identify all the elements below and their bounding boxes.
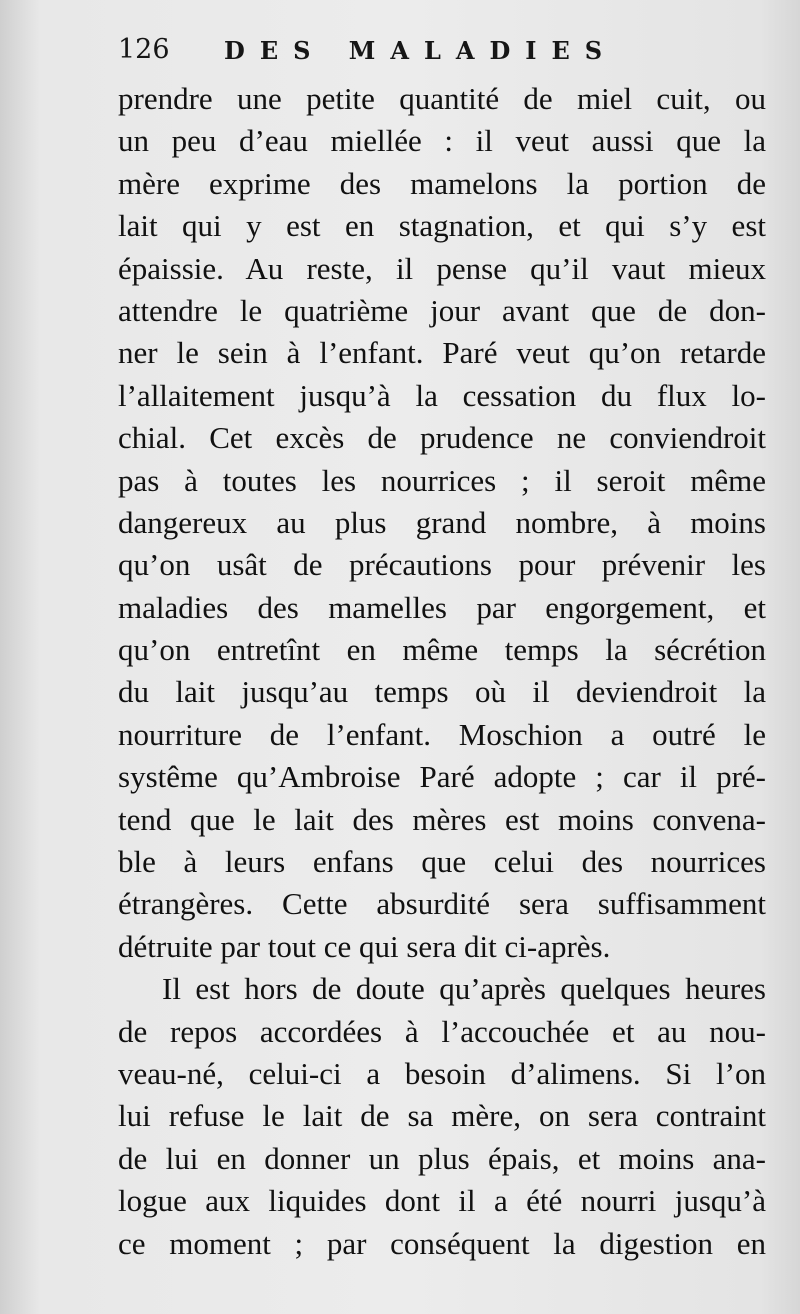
paragraph-2 [118,968,766,1265]
text-line: chial. Cet excès de prudence ne conviendroit [118,420,766,456]
text-line: attendre le quatrième jour avant que de don- [118,292,766,328]
text-line: pas à toutes les nourrices ; il seroit même [118,462,766,498]
text-line: ner le sein à l’enfant. Paré veut qu’on retarde [118,335,766,371]
text-line: tend que le lait des mères est moins convena- [118,801,766,837]
text-line: de repos accordées à l’accouchée et au nou- [118,1013,766,1049]
text-line: ce moment ; par conséquent la digestion en [118,1225,766,1261]
text-line: logue aux liquides dont il a été nourri jusqu’à [118,1183,766,1219]
text-line: détruite par tout ce qui sera dit ci-après. [118,928,611,964]
text-line: nourriture de l’enfant. Moschion a outré le [118,716,766,752]
text-line: l’allaitement jusqu’à la cessation du flux lo- [118,377,766,413]
text-line: Il est hors de doute qu’après quelques heures [162,971,766,1007]
body-text [118,78,766,1265]
running-head [118,30,758,74]
text-line: maladies des mamelles par engorgement, et [118,589,766,625]
text-line: ble à leurs enfans que celui des nourrices [118,844,766,880]
text-line: prendre une petite quantité de miel cuit, ou [118,81,766,116]
text-line: systême qu’Ambroise Paré adopte ; car il pré- [118,759,766,795]
page-number: 126 [118,34,170,65]
text-line: lui refuse le lait de sa mère, on sera contraint [118,1098,766,1134]
text-line: qu’on usât de précautions pour prévenir les [118,547,766,583]
paragraph-1 [118,78,766,968]
text-line: de lui en donner un plus épais, et moins ana- [118,1140,766,1176]
text-line: épaissie. Au reste, il pense qu’il vaut mieux [118,250,766,286]
text-line: un peu d’eau miellée : il veut aussi que la [118,123,766,159]
text-line: mère exprime des mamelons la portion de [118,165,766,201]
text-line: qu’on entretînt en même temps la sécrétion [118,632,766,668]
text-line: dangereux au plus grand nombre, à moins [118,504,766,540]
text-line: étrangères. Cette absurdité sera suffisamment [118,886,766,922]
text-line: lait qui y est en stagnation, et qui s’y est [118,208,766,244]
text-line: veau-né, celui-ci a besoin d’alimens. Si l’on [118,1055,766,1091]
text-line: du lait jusqu’au temps où il deviendroit la [118,674,766,710]
running-title: DES MALADIES [224,36,618,65]
